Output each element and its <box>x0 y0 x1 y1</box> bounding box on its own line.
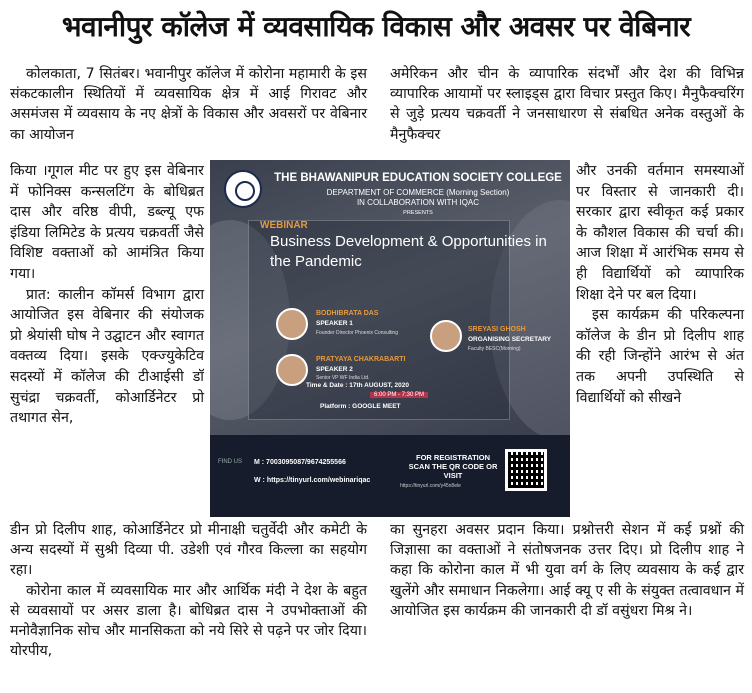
webinar-poster <box>210 160 570 517</box>
column-1-bottom <box>10 520 367 661</box>
paragraph: कोलकाता, 7 सितंबर। भवानीपुर कॉलेज में कोरोना महामारी के इस संकटकालीन स्थितियों में व्यवसायिक क्षेत्र में आई गिरावट और असमंजस में व्यवसाय के नए क्षेत्रों के विकास और अवसरों पर वेबिनार का आयोजन <box>10 66 367 143</box>
headline: भवानीपुर कॉलेज में व्यवसायिक विकास और अवसर पर वेबिनार <box>61 10 691 43</box>
poster-collab-line: IN COLLABORATION WITH IQAC <box>356 198 480 207</box>
poster-time: 6:00 PM - 7:30 PM <box>370 392 428 398</box>
organiser-desc: Faculty BESC(Morning) <box>468 346 521 352</box>
poster-title: Business Development & Opportunities in the Pandemic <box>270 233 547 270</box>
paragraph: अमेरिकन और चीन के व्यापारिक संदर्भों और देश की विभिन्न व्यापारिक आयामों पर स्लाइड्स द्वारा विचार प्रस्तुत किए। मैनुफैक्चरिंग से जुड़े प्रत्यय चक्रवर्ती ने जनसाधारण से संबधित अनेक वस्तुओं के मैनुफैक्चर <box>390 66 744 143</box>
poster-department <box>268 188 568 208</box>
paragraph: इस कार्यक्रम की परिकल्पना कॉलेज के डीन प्रो दिलीप शाह की रही जिन्होंने आरंभ से अंत तक अपनी उपस्थिति से विद्यार्थियों को सीखने <box>576 307 744 406</box>
qr-code-icon <box>505 449 547 491</box>
speaker-2-name: PRATYAYA CHAKRABARTI <box>316 356 406 363</box>
paragraph: कोरोना काल में व्यवसायिक मार और आर्थिक मंदी ने देश के बहुत से व्यवसायों पर असर डाला है। बोधिब्रत दास ने उपभोक्ताओं की मनोवैज्ञानिक सोच और मानसिकता को नये सिरे से पढ़ने पर जोर दिया। योरपीय, <box>10 582 367 660</box>
poster-dept-line: DEPARTMENT OF COMMERCE (Morning Section) <box>326 188 510 197</box>
column-1-top <box>10 64 367 145</box>
speaker-1-avatar <box>276 308 308 340</box>
speaker-1-name: BODHIBRATA DAS <box>316 310 379 317</box>
speaker-1-role: SPEAKER 1 <box>316 320 353 327</box>
poster-presents: PRESENTS <box>403 210 433 216</box>
speaker-1-desc: Founder Director Phoenix Consulting <box>316 330 398 336</box>
paragraph: प्रात: कालीन कॉमर्स विभाग द्वारा आयोजित इस वेबिनार की संयोजक प्रो श्रेयांसी घोष ने उद्घाटन और स्वागत वक्तव्य दिया। इसके एक्ज्युकेटिव सदस्यों में कॉलेज की टीआईसी डॉ सुचंद्रा चक्रवर्ती, कोआर्डिनेटर प्रो तथागत सेन, <box>10 286 204 427</box>
poster-registration: FOR REGISTRATION SCAN THE QR CODE OR VISIT <box>408 453 498 480</box>
paragraph: का सुनहरा अवसर प्रदान किया। प्रश्नोत्तरी सेशन में कई प्रश्नों की जिज्ञासा का वक्ताओं ने संतोषजनक उत्तर दिए। प्रो दिलीप शाह ने कहा कि कोरोना काल में भी युवा वर्ग के लिए व्यवसाय के कई द्वार खुलेंगे और समाधान निकलेगा। आई क्यू ए सी के संयुक्त तत्वावधान में आयोजित इस कार्यक्रम की जानकारी दी डॉ वसुंधरा मिश्र ने। <box>390 522 744 619</box>
paragraph: और उनकी वर्तमान समस्याओं पर विस्तार से जानकारी दी।सरकार द्वारा स्वीकृत कई प्रकार के कौशल विकास की चर्चा की। आज शिक्षा में आरंभिक समय से ही विद्यार्थियों को व्यापारिक शिक्षा देने पर बल दिया। <box>576 163 744 303</box>
poster-registration-link: https://tinyurl.com/y45n8ele <box>400 483 461 489</box>
poster-date: Time & Date : 17th AUGUST, 2020 <box>306 382 409 389</box>
poster-find-us: FIND US <box>218 459 242 465</box>
organiser-name: SREYASI GHOSH <box>468 326 526 333</box>
speaker-2-avatar <box>276 354 308 386</box>
poster-website: W : https://tinyurl.com/webinariqac <box>254 477 371 484</box>
college-logo-icon <box>224 170 262 208</box>
column-2-bottom <box>390 520 744 621</box>
speaker-2-desc: Senior VP WF India Ltd. <box>316 375 370 381</box>
column-2-top <box>390 64 744 145</box>
poster-webinar-tag: WEBINAR <box>260 220 308 231</box>
poster-platform: Platform : GOOGLE MEET <box>320 403 401 410</box>
poster-phone: M : 7003095087/9674255566 <box>254 459 346 466</box>
poster-college-name: THE BHAWANIPUR EDUCATION SOCIETY COLLEGE <box>274 172 562 184</box>
column-1-side <box>10 161 204 429</box>
paragraph: डीन प्रो दिलीप शाह, कोआर्डिनेटर प्रो मीनाक्षी चतुर्वेदी और कमेटी के अन्य सदस्यों में सुश्री दिव्या पी. उडेशी एवं गौरव किल्ला का सहयोग रहा। <box>10 522 367 579</box>
column-2-side <box>576 161 744 408</box>
organiser-role: ORGANISING SECRETARY <box>468 336 552 343</box>
paragraph: किया ।गूगल मीट पर हुए इस वेबिनार में फोनिक्स कन्सलटिंग के बोधिब्रत दास और वरिष्ठ वीपी, डब्ल्यू एफ इंडिया लिमिटेड के प्रत्यय चक्रवर्ती जैसे विशिष्ट वक्ताओं को आमंत्रित किया गया। <box>10 163 204 282</box>
poster-footer <box>210 435 570 517</box>
organiser-avatar <box>430 320 462 352</box>
speaker-2-role: SPEAKER 2 <box>316 366 353 373</box>
